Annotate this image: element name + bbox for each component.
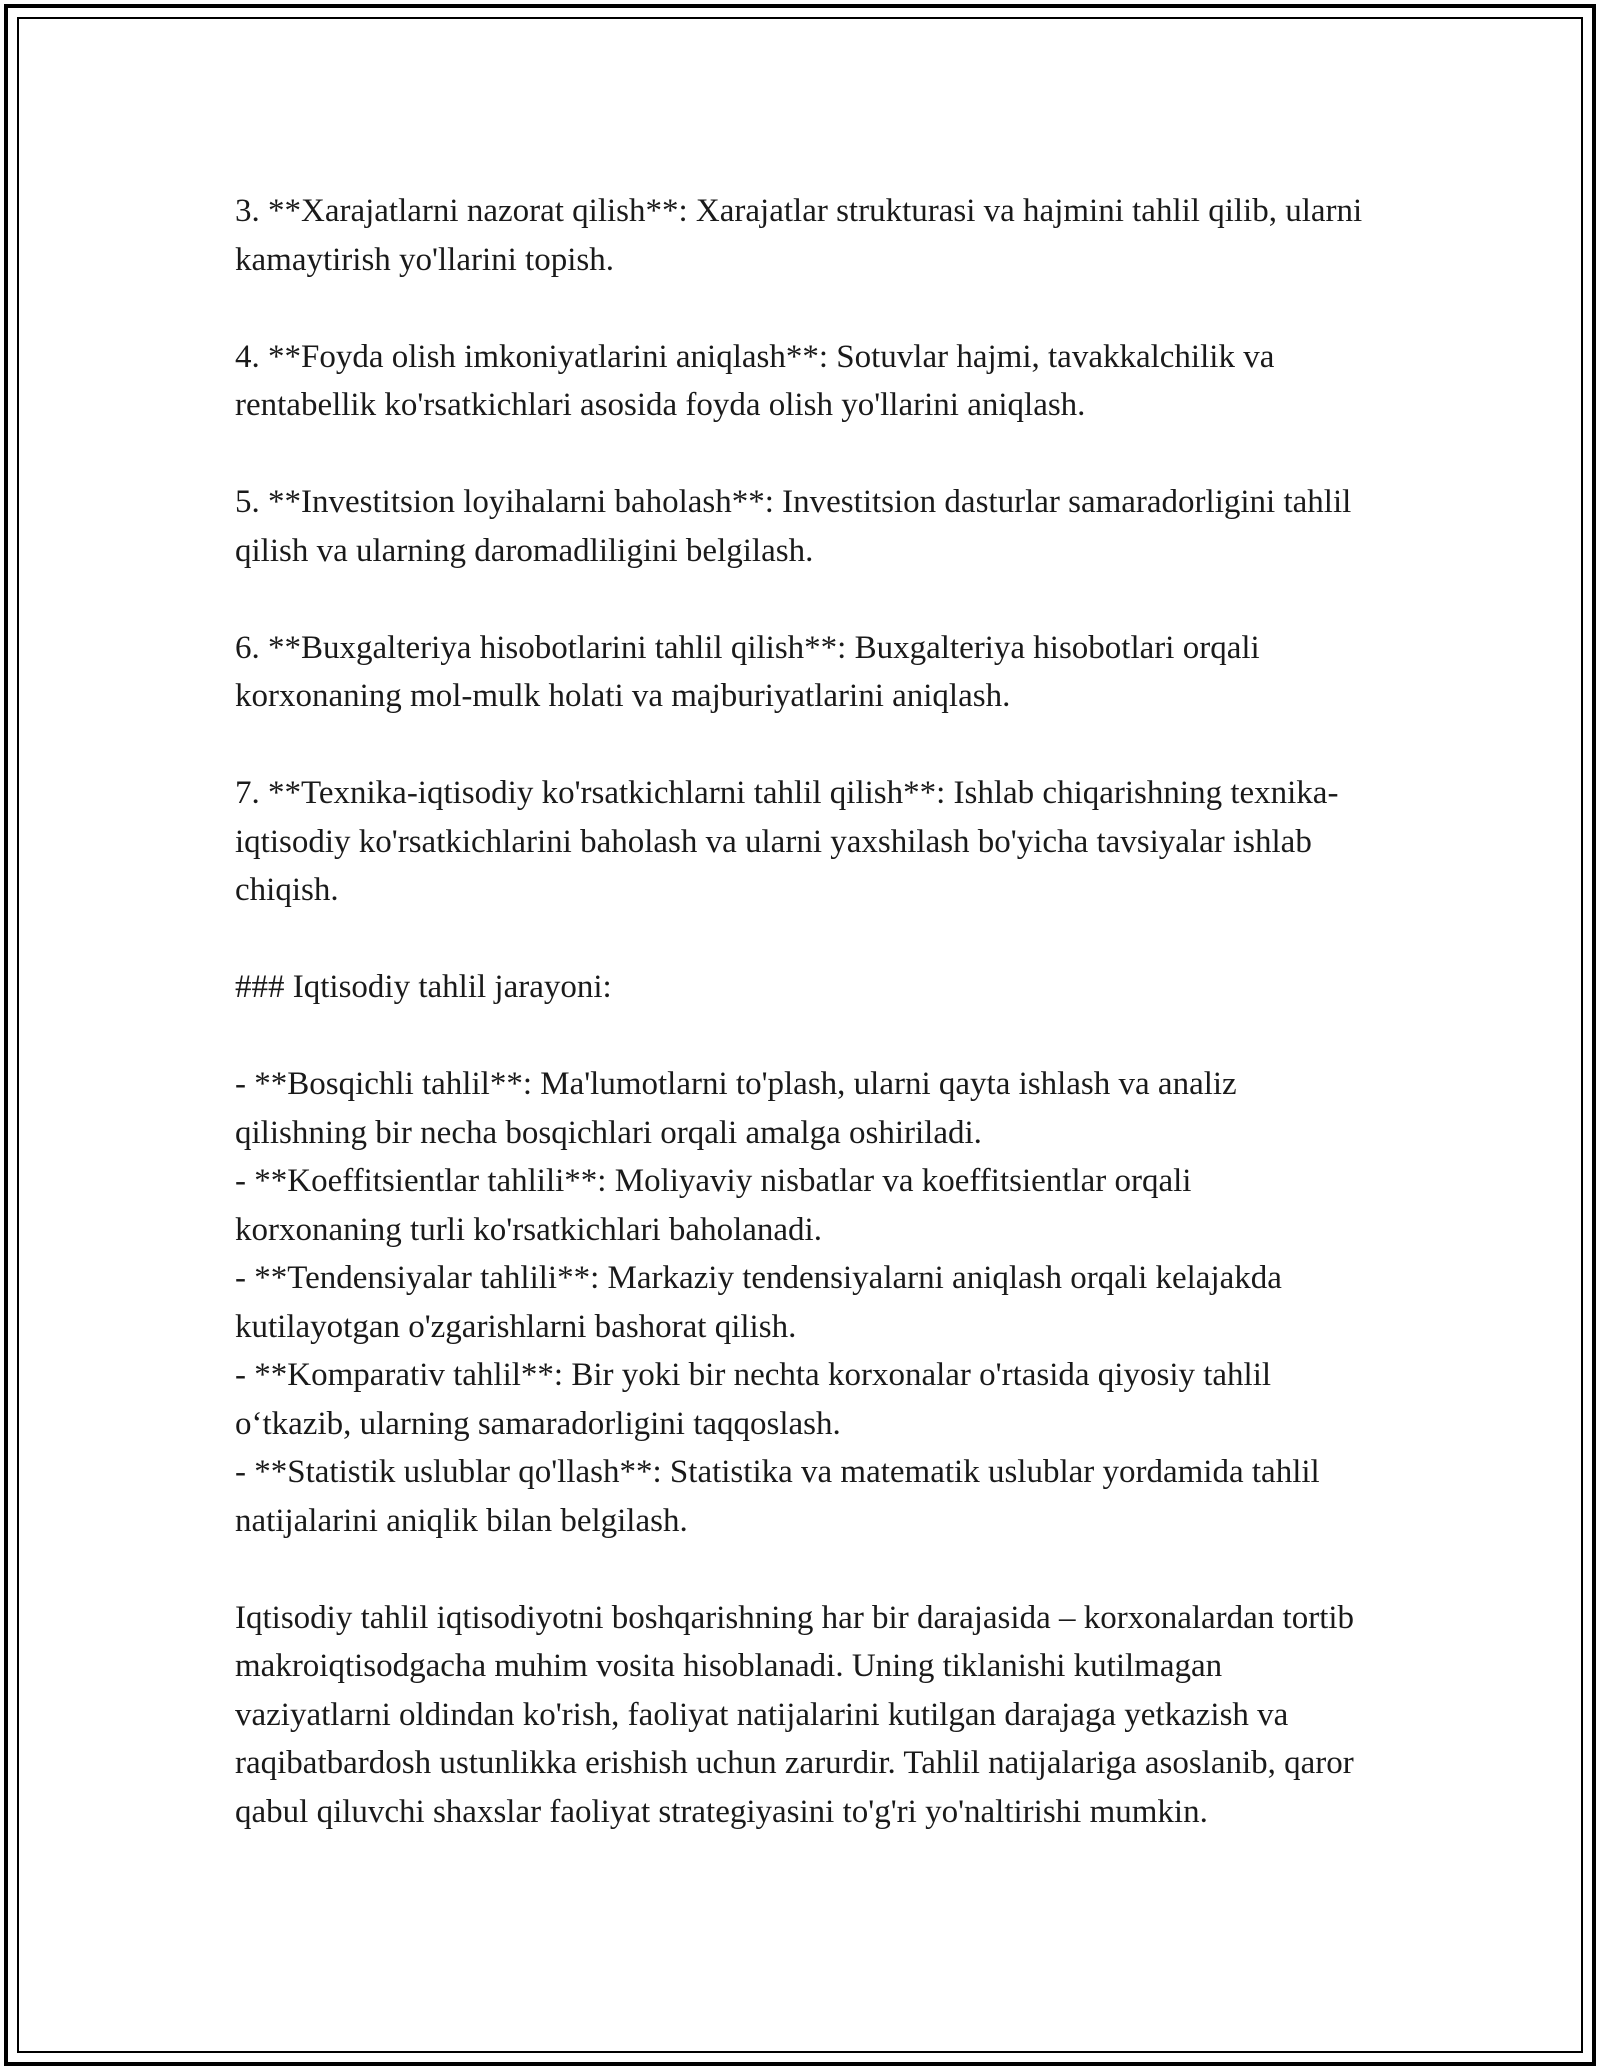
bullet-list (235, 1060, 1365, 1545)
list-item-buxgalteriya: 6. **Buxgalteriya hisobotlarini tahlil qilish**: Buxgalteriya hisobotlari orqali korxonaning mol-mulk holati va majburiyatlarini aniqlash. (235, 629, 1260, 714)
bullet-item-tendensiyalar: - **Tendensiyalar tahlili**: Markaziy tendensiyalarni aniqlash orqali kelajakda kutilayotgan o'zgarishlarni bashorat qilish. (235, 1260, 1282, 1345)
bullet-item-komparativ: - **Komparativ tahlil**: Bir yoki bir nechta korxonalar o'rtasida qiyosiy tahlil o‘tkazib, ularning samaradorligini taqqoslash. (235, 1357, 1272, 1442)
conclusion-paragraph: Iqtisodiy tahlil iqtisodiyotni boshqarishning har bir darajasida – korxonalardan tortib makroiqtisodgacha muhim vosita hisoblanadi. Uning tiklanishi kutilmagan vaziyatlarni oldindan ko'rish, faoliyat natijalarini kutilgan darajaga yetkazish va raqibatbardosh ustunlikka erishish uchun zarurdir. Tahlil natijalariga asoslanib, qaror qabul qiluvchi shaxslar faoliyat strategiyasini to'g'ri yo'naltirishi mumkin. (235, 1599, 1355, 1830)
list-item-texnika: 7. **Texnika-iqtisodiy ko'rsatkichlarni tahlil qilish**: Ishlab chiqarishning texnika-iqtisodiy ko'rsatkichlarini baholash va ularni yaxshilash bo'yicha tavsiyalar ishlab chiqish. (235, 775, 1339, 908)
document-body (235, 187, 1365, 1885)
list-item-investitsion: 5. **Investitsion loyihalarni baholash**: Investitsion dasturlar samaradorligini tahlil qilish va ularning daromadliligini belgilash. (235, 484, 1352, 569)
bullet-item-statistik: - **Statistik uslublar qo'llash**: Statistika va matematik uslublar yordamida tahlil natijalarini aniqlik bilan belgilash. (235, 1454, 1320, 1539)
section-heading: ### Iqtisodiy tahlil jarayoni: (235, 969, 612, 1005)
list-item-foyda: 4. **Foyda olish imkoniyatlarini aniqlash**: Sotuvlar hajmi, tavakkalchilik va rentabellik ko'rsatkichlari asosida foyda olish yo'llarini aniqlash. (235, 338, 1275, 423)
list-item-xarajatlar: 3. **Xarajatlarni nazorat qilish**: Xarajatlar strukturasi va hajmini tahlil qilib, ularni kamaytirish yo'llarini topish. (235, 193, 1363, 278)
bullet-item-koeffitsientlar: - **Koeffitsientlar tahlili**: Moliyaviy nisbatlar va koeffitsientlar orqali korxonaning turli ko'rsatkichlari baholanadi. (235, 1163, 1192, 1248)
bullet-item-bosqichli: - **Bosqichli tahlil**: Ma'lumotlarni to'plash, ularni qayta ishlash va analiz qilishning bir necha bosqichlari orqali amalga oshiriladi. (235, 1066, 1237, 1151)
